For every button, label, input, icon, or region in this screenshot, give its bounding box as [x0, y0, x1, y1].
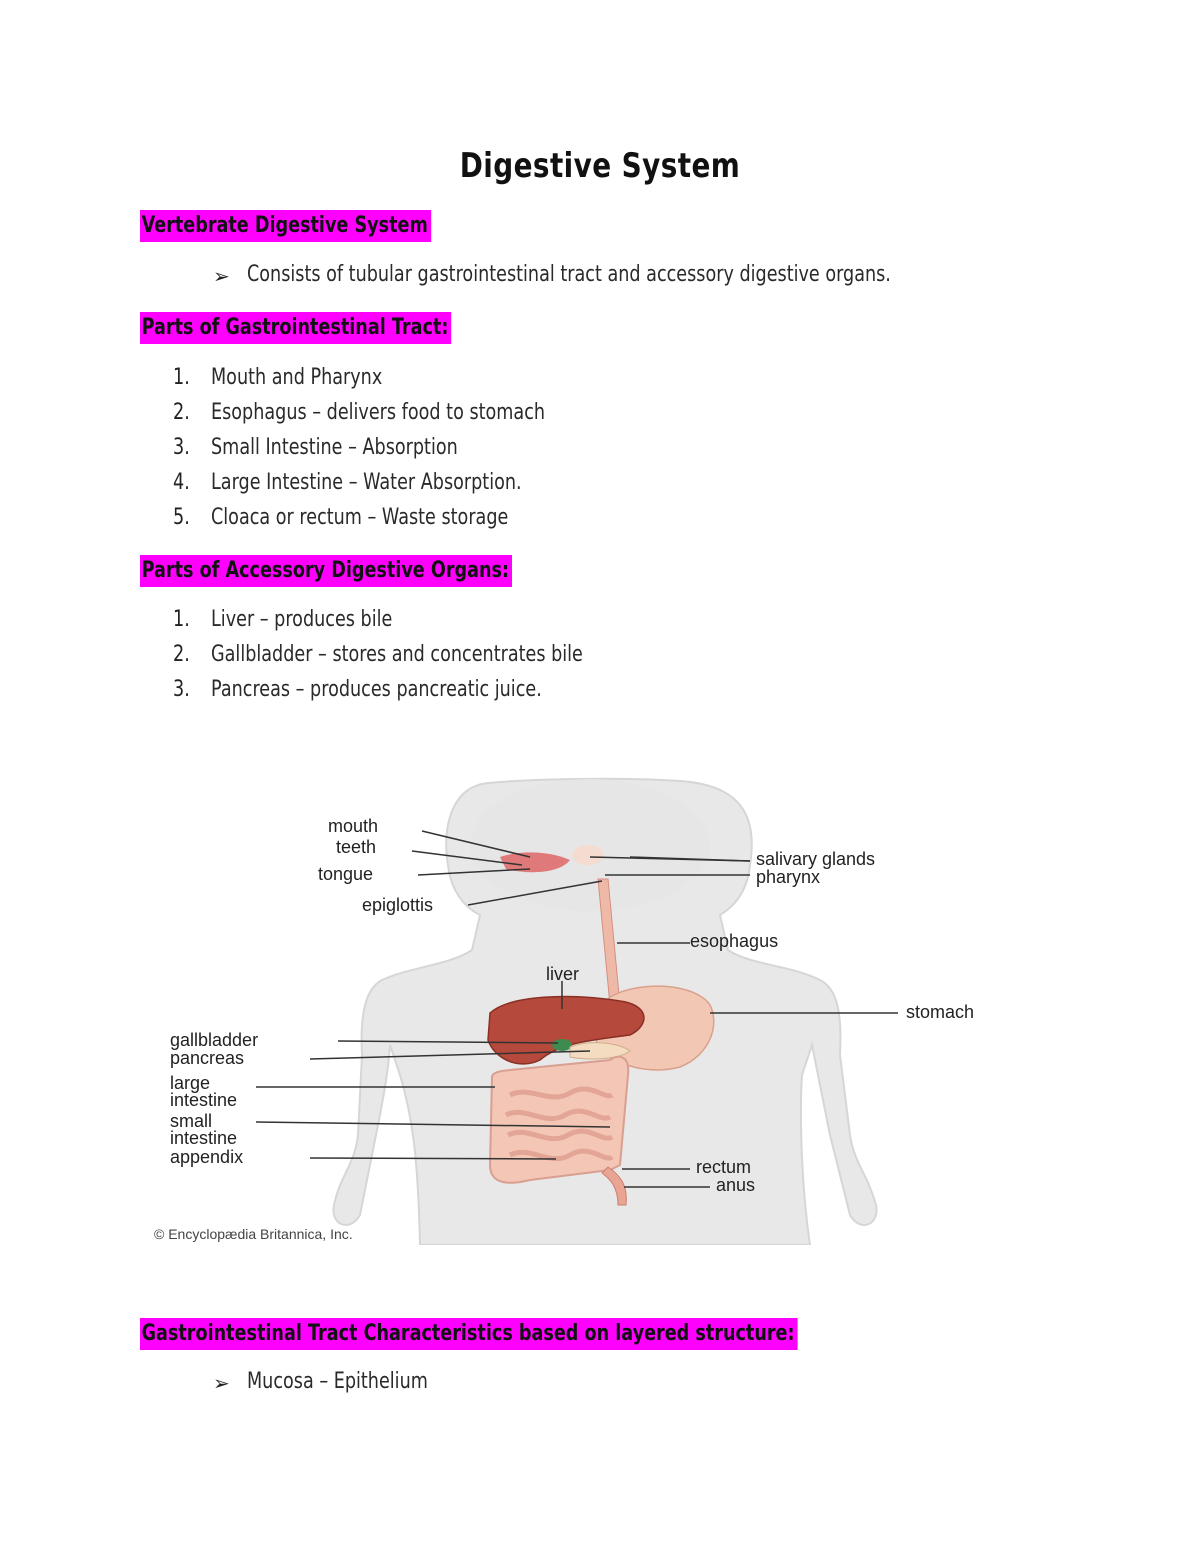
list-text: Pancreas – produces pancreatic juice.: [211, 677, 542, 702]
list-number: 1.: [173, 365, 190, 390]
label-teeth: teeth: [336, 837, 377, 857]
label-tongue: tongue: [318, 864, 374, 884]
label-epiglottis: epiglottis: [362, 895, 434, 915]
heading-vertebrate: Vertebrate Digestive System: [140, 210, 431, 242]
label-gallbladder: gallbladder: [170, 1030, 259, 1050]
label-pharynx: pharynx: [756, 867, 821, 887]
label-rectum: rectum: [696, 1157, 752, 1177]
heading-gi-tract: Parts of Gastrointestinal Tract:: [140, 312, 452, 344]
list-number: 4.: [173, 470, 190, 495]
list-number: 3.: [173, 435, 190, 460]
list-text: Esophagus – delivers food to stomach: [211, 400, 546, 425]
page-title: Digestive System: [459, 146, 741, 186]
list-text: Small Intestine – Absorption: [211, 435, 458, 460]
heading-accessory: Parts of Accessory Digestive Organs:: [140, 555, 512, 587]
list-number: 5.: [173, 505, 190, 530]
list-text: Gallbladder – stores and concentrates bile: [211, 642, 583, 667]
label-pancreas: pancreas: [170, 1048, 245, 1068]
label-appendix: appendix: [170, 1147, 244, 1167]
label-mouth: mouth: [328, 816, 379, 836]
gallbladder-shape: [552, 1039, 572, 1051]
label-large-intestine: intestine: [170, 1090, 238, 1110]
list-number: 2.: [173, 642, 190, 667]
label-small-intestine: intestine: [170, 1128, 238, 1148]
arrow-bullet-icon: ➢: [213, 264, 230, 288]
heading-layers: Gastrointestinal Tract Characteristics based on layered structure:: [140, 1318, 798, 1350]
list-number: 3.: [173, 677, 190, 702]
digestive-system-diagram: [150, 775, 1050, 1245]
list-text: Liver – produces bile: [211, 607, 393, 632]
label-large: large: [170, 1073, 211, 1093]
label-small: small: [170, 1111, 213, 1131]
list-text: Mouth and Pharynx: [211, 365, 383, 390]
salivary-gland-shape: [572, 845, 604, 865]
label-stomach: stomach: [906, 1002, 975, 1022]
label-anus: anus: [716, 1175, 756, 1195]
bullet-vertebrate: Consists of tubular gastrointestinal tract and accessory digestive organs.: [247, 262, 891, 287]
list-number: 2.: [173, 400, 190, 425]
list-text: Cloaca or rectum – Waste storage: [211, 505, 509, 530]
label-liver: liver: [546, 964, 580, 984]
arrow-bullet-icon: ➢: [213, 1371, 230, 1395]
copyright-text: © Encyclopædia Britannica, Inc.: [154, 1226, 353, 1242]
list-text: Large Intestine – Water Absorption.: [211, 470, 522, 495]
list-number: 1.: [173, 607, 190, 632]
label-esophagus: esophagus: [690, 931, 779, 951]
label-salivary-glands: salivary glands: [756, 849, 876, 869]
bullet-layers: Mucosa – Epithelium: [247, 1369, 428, 1394]
